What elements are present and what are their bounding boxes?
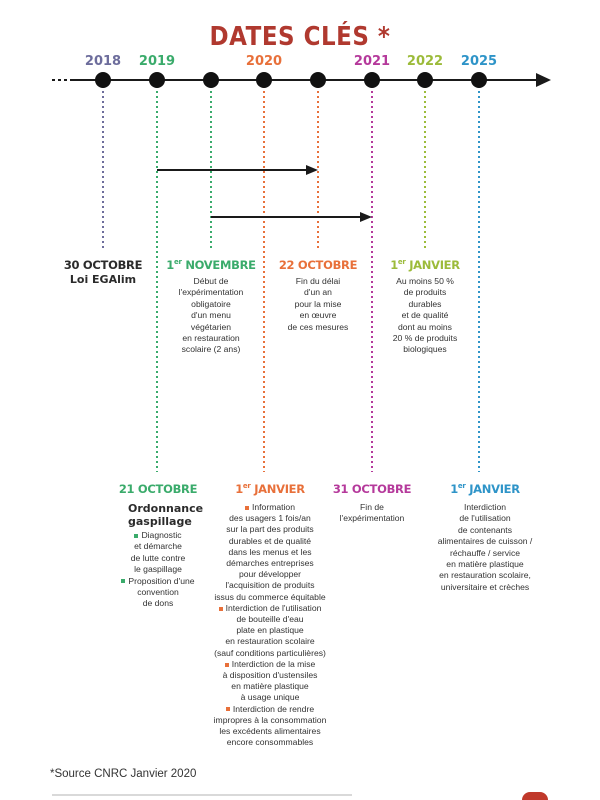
description-line: durables (408, 298, 442, 309)
description-line: de l'utilisation (459, 513, 511, 524)
bullet-line: démarches entreprises (226, 558, 314, 569)
bullet-line: et démarche (134, 541, 182, 552)
event-date: 22 OCTOBRE (278, 258, 358, 272)
event-description (276, 276, 360, 333)
year-label-2020: 2020 (245, 54, 283, 69)
description-line: Au moins 50 % (396, 276, 454, 286)
bullet-line: en matière plastique (231, 681, 309, 692)
bullet-item (206, 659, 334, 704)
description-line: pour la mise (294, 298, 342, 309)
description-line: Fin du délai (295, 276, 341, 286)
event-2019-nov (158, 258, 264, 356)
bullet-line: Interdiction de la mise (206, 659, 334, 670)
bullet-line: (sauf conditions particulières) (214, 647, 326, 658)
event-description (424, 502, 546, 593)
bullet-item (206, 603, 334, 659)
bullet-line: issus du commerce équitable (214, 591, 326, 602)
description-line: végétarien (190, 321, 232, 332)
bullet-item (206, 704, 334, 749)
event-description (380, 276, 470, 356)
event-description (158, 276, 264, 356)
description-line: de produits (403, 287, 447, 298)
bullet-line: Interdiction de l'utilisation (206, 603, 334, 614)
axis-arrow-head (536, 73, 551, 87)
description-line: scolaire (2 ans) (181, 344, 241, 355)
milestone-dot (364, 72, 380, 88)
bullet-line: pour développer (238, 569, 302, 580)
description-line: de ces mesures (287, 321, 349, 332)
milestone-dot (471, 72, 487, 88)
page-title: DATES CLÉS * (209, 22, 391, 52)
milestone-dot (203, 72, 219, 88)
event-date: 1er JANVIER (390, 258, 460, 272)
source-note: *Source CNRC Janvier 2020 (50, 768, 197, 780)
event-subtitle: Loi EGAlim (69, 273, 137, 286)
description-line: et de qualité (401, 310, 449, 321)
event-description (327, 502, 417, 525)
milestone-dot (95, 72, 111, 88)
description-line: Interdiction (463, 502, 507, 512)
milestone-dot (149, 72, 165, 88)
year-label-2019: 2019 (138, 54, 176, 69)
bullet-line: des usagers 1 fois/an (229, 513, 311, 524)
event-2021-oct (327, 482, 417, 525)
bullet-line: les excédents alimentaires (219, 726, 321, 737)
event-date: 1er JANVIER (235, 482, 305, 496)
description-line: dont au moins (398, 321, 452, 332)
bullet-line: plate en plastique (236, 625, 304, 636)
bullet-line: l'acquisition de produits (225, 580, 315, 591)
description-line: de contenants (458, 524, 512, 535)
footer-logo-mark (522, 792, 548, 800)
bullet-line: convention (137, 587, 179, 598)
year-label-2025: 2025 (460, 54, 498, 69)
bullet-line: de bouteille d'eau (236, 614, 304, 625)
description-line: en restauration (182, 333, 240, 344)
description-line: obligatoire (191, 298, 231, 309)
event-date: 1er NOVEMBRE (166, 258, 256, 272)
bullet-line: de dons (142, 598, 174, 609)
bullet-line: à usage unique (240, 692, 300, 703)
bullet-line: impropres à la consommation (213, 714, 327, 725)
year-label-2018: 2018 (84, 54, 122, 69)
bullet-line: Interdiction de rendre (206, 704, 334, 715)
event-date: 1er JANVIER (450, 482, 520, 496)
bullet-line: à disposition d'ustensiles (222, 670, 318, 681)
event-2020-oct (276, 258, 360, 333)
milestone-dot (256, 72, 272, 88)
description-line: l'expérimentation (339, 513, 405, 524)
milestone-dot (310, 72, 326, 88)
description-line: en restauration scolaire, (439, 570, 531, 581)
description-line: d'un an (304, 287, 332, 298)
bullet-item (206, 502, 334, 603)
description-line: en matière plastique (446, 559, 524, 570)
event-date: 31 OCTOBRE (332, 482, 412, 496)
bullet-line: en restauration scolaire (225, 636, 315, 647)
bullet-item (103, 576, 213, 610)
description-line: réchauffe / service (449, 547, 521, 558)
event-2025-jan (424, 482, 546, 593)
bullet-marker (121, 579, 125, 583)
bullet-marker (225, 663, 229, 667)
bullet-line: le gaspillage (134, 564, 182, 575)
event-date: 30 OCTOBRE (63, 258, 143, 272)
description-line: l'expérimentation (178, 287, 244, 298)
duration-arrow-head (360, 212, 372, 222)
description-line: Début de (193, 276, 229, 286)
event-2018-oct (53, 258, 153, 286)
bullet-line: de lutte contre (130, 552, 186, 563)
description-line: biologiques (403, 344, 447, 355)
event-description (103, 530, 213, 610)
bullet-item (103, 530, 213, 576)
description-line: alimentaires de cuisson / (437, 536, 533, 547)
duration-arrow-head (306, 165, 318, 175)
event-subtitle: Ordonnance gaspillage (128, 502, 204, 528)
bullet-line: dans les menus et les (228, 546, 312, 557)
bullet-marker (219, 607, 223, 611)
event-2020-jan (206, 482, 334, 748)
bullet-line: sur la part des produits (226, 524, 314, 535)
bullet-marker (226, 707, 230, 711)
bullet-marker (245, 506, 249, 510)
bullet-line: Diagnostic (103, 530, 213, 541)
bullet-marker (134, 534, 138, 538)
event-date: 21 OCTOBRE (118, 482, 198, 496)
description-line: 20 % de produits (392, 333, 458, 344)
bullet-line: Information (206, 502, 334, 513)
bullet-line: Proposition d'une (103, 576, 213, 587)
bullet-line: encore consommables (226, 737, 314, 748)
event-2022-jan (380, 258, 470, 356)
footer-rule (52, 794, 352, 796)
description-line: Fin de (360, 502, 384, 512)
event-2019-oct (103, 482, 213, 610)
milestone-dot (417, 72, 433, 88)
event-description (206, 502, 334, 748)
description-line: d'un menu (191, 310, 231, 321)
year-label-2021: 2021 (353, 54, 391, 69)
description-line: universitaire et crèches (440, 581, 530, 592)
year-label-2022: 2022 (406, 54, 444, 69)
description-line: en œuvre (299, 310, 337, 321)
bullet-line: durables et de qualité (228, 535, 312, 546)
